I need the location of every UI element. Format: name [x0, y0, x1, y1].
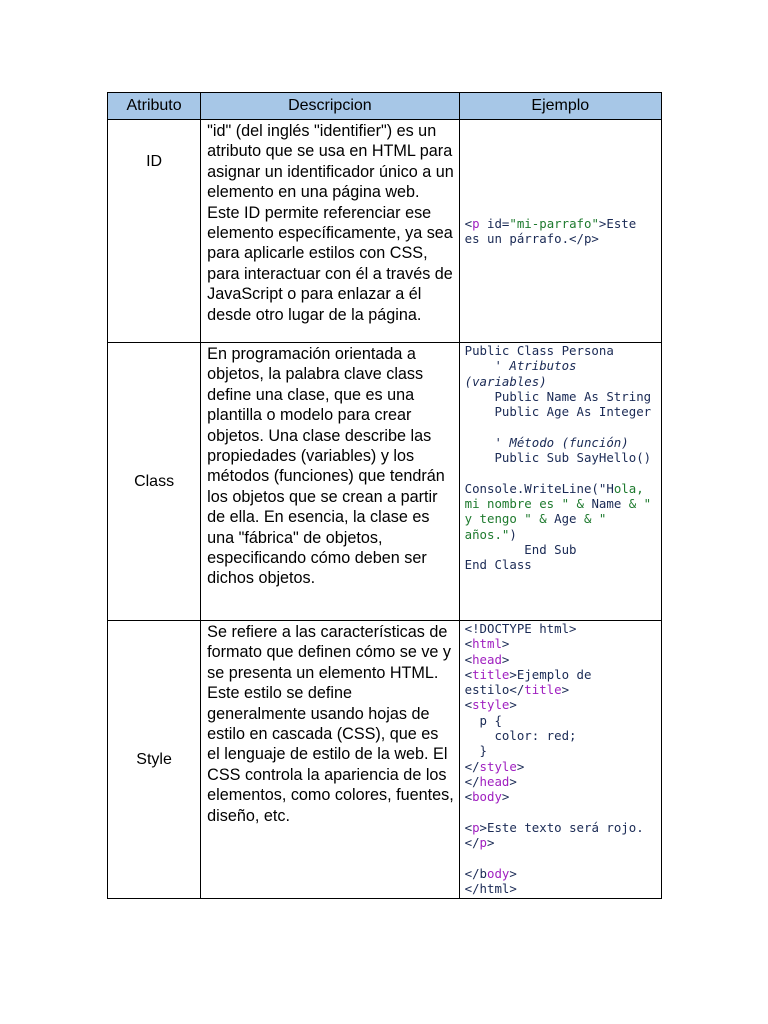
- header-attribute: Atributo: [108, 93, 201, 120]
- attribute-cell: [108, 621, 201, 899]
- header-description: Descripcion: [201, 93, 459, 120]
- attribute-cell: [108, 120, 201, 343]
- code-example-id: <p id="mi-parrafo">Este es un párrafo.</p>: [464, 215, 644, 246]
- header-row: [108, 93, 662, 120]
- description-cell: "id" (del inglés "identifier") es un atributo que se usa en HTML para asignar un identificador único a un elemento en una página web. Este ID permite referenciar ese elemento específicamente, ya sea para aplicarle estilos con CSS, para interactuar con él a través de JavaScript o para enlazar a él desde otro lugar de la página.: [201, 120, 459, 343]
- attributes-table: [107, 92, 662, 899]
- example-cell: [459, 621, 661, 899]
- header-example: Ejemplo: [459, 93, 661, 120]
- attribute-cell: [108, 343, 201, 621]
- table-row-style: [108, 621, 662, 899]
- attribute-name: ID: [146, 153, 163, 170]
- example-cell: [459, 343, 661, 621]
- table-row-id: [108, 120, 662, 343]
- table-row-class: [108, 343, 662, 621]
- attribute-name: Style: [136, 750, 172, 768]
- attribute-name: Class: [134, 472, 175, 490]
- code-example-class: Public Class Persona ' Atributos (variables) Public Name As String Public Age As Integer ' Método (función) Public Sub SayHello() Console.WriteLine("Hola, mi nombre es " & Name & " y tengo " & Age & " años.") End Sub End Class: [464, 343, 659, 573]
- example-cell: [459, 120, 661, 343]
- description-cell: En programación orientada a objetos, la palabra clave class define una clase, que es una plantilla o modelo para crear objetos. Una clase describe las propiedades (variables) y los métodos (funciones) que tendrán los objetos que se crean a partir de ella. En esencia, la clase es una "fábrica" de objetos, especificando cómo deben ser dichos objetos.: [201, 343, 459, 621]
- description-cell: Se refiere a las características de formato que definen cómo se ve y se presenta un elemento HTML. Este estilo se define generalmente usando hojas de estilo en cascada (CSS), que es el lenguaje de estilo de la web. El CSS controla la apariencia de los elementos, como colores, fuentes, diseño, etc.: [201, 621, 459, 899]
- code-example-style: <!DOCTYPE html> <html> <head> <title>Ejemplo de estilo</title> <style> p { color: red; } </style> </head> <body> <p>Este texto será rojo.</p> </body> </html>: [464, 621, 644, 897]
